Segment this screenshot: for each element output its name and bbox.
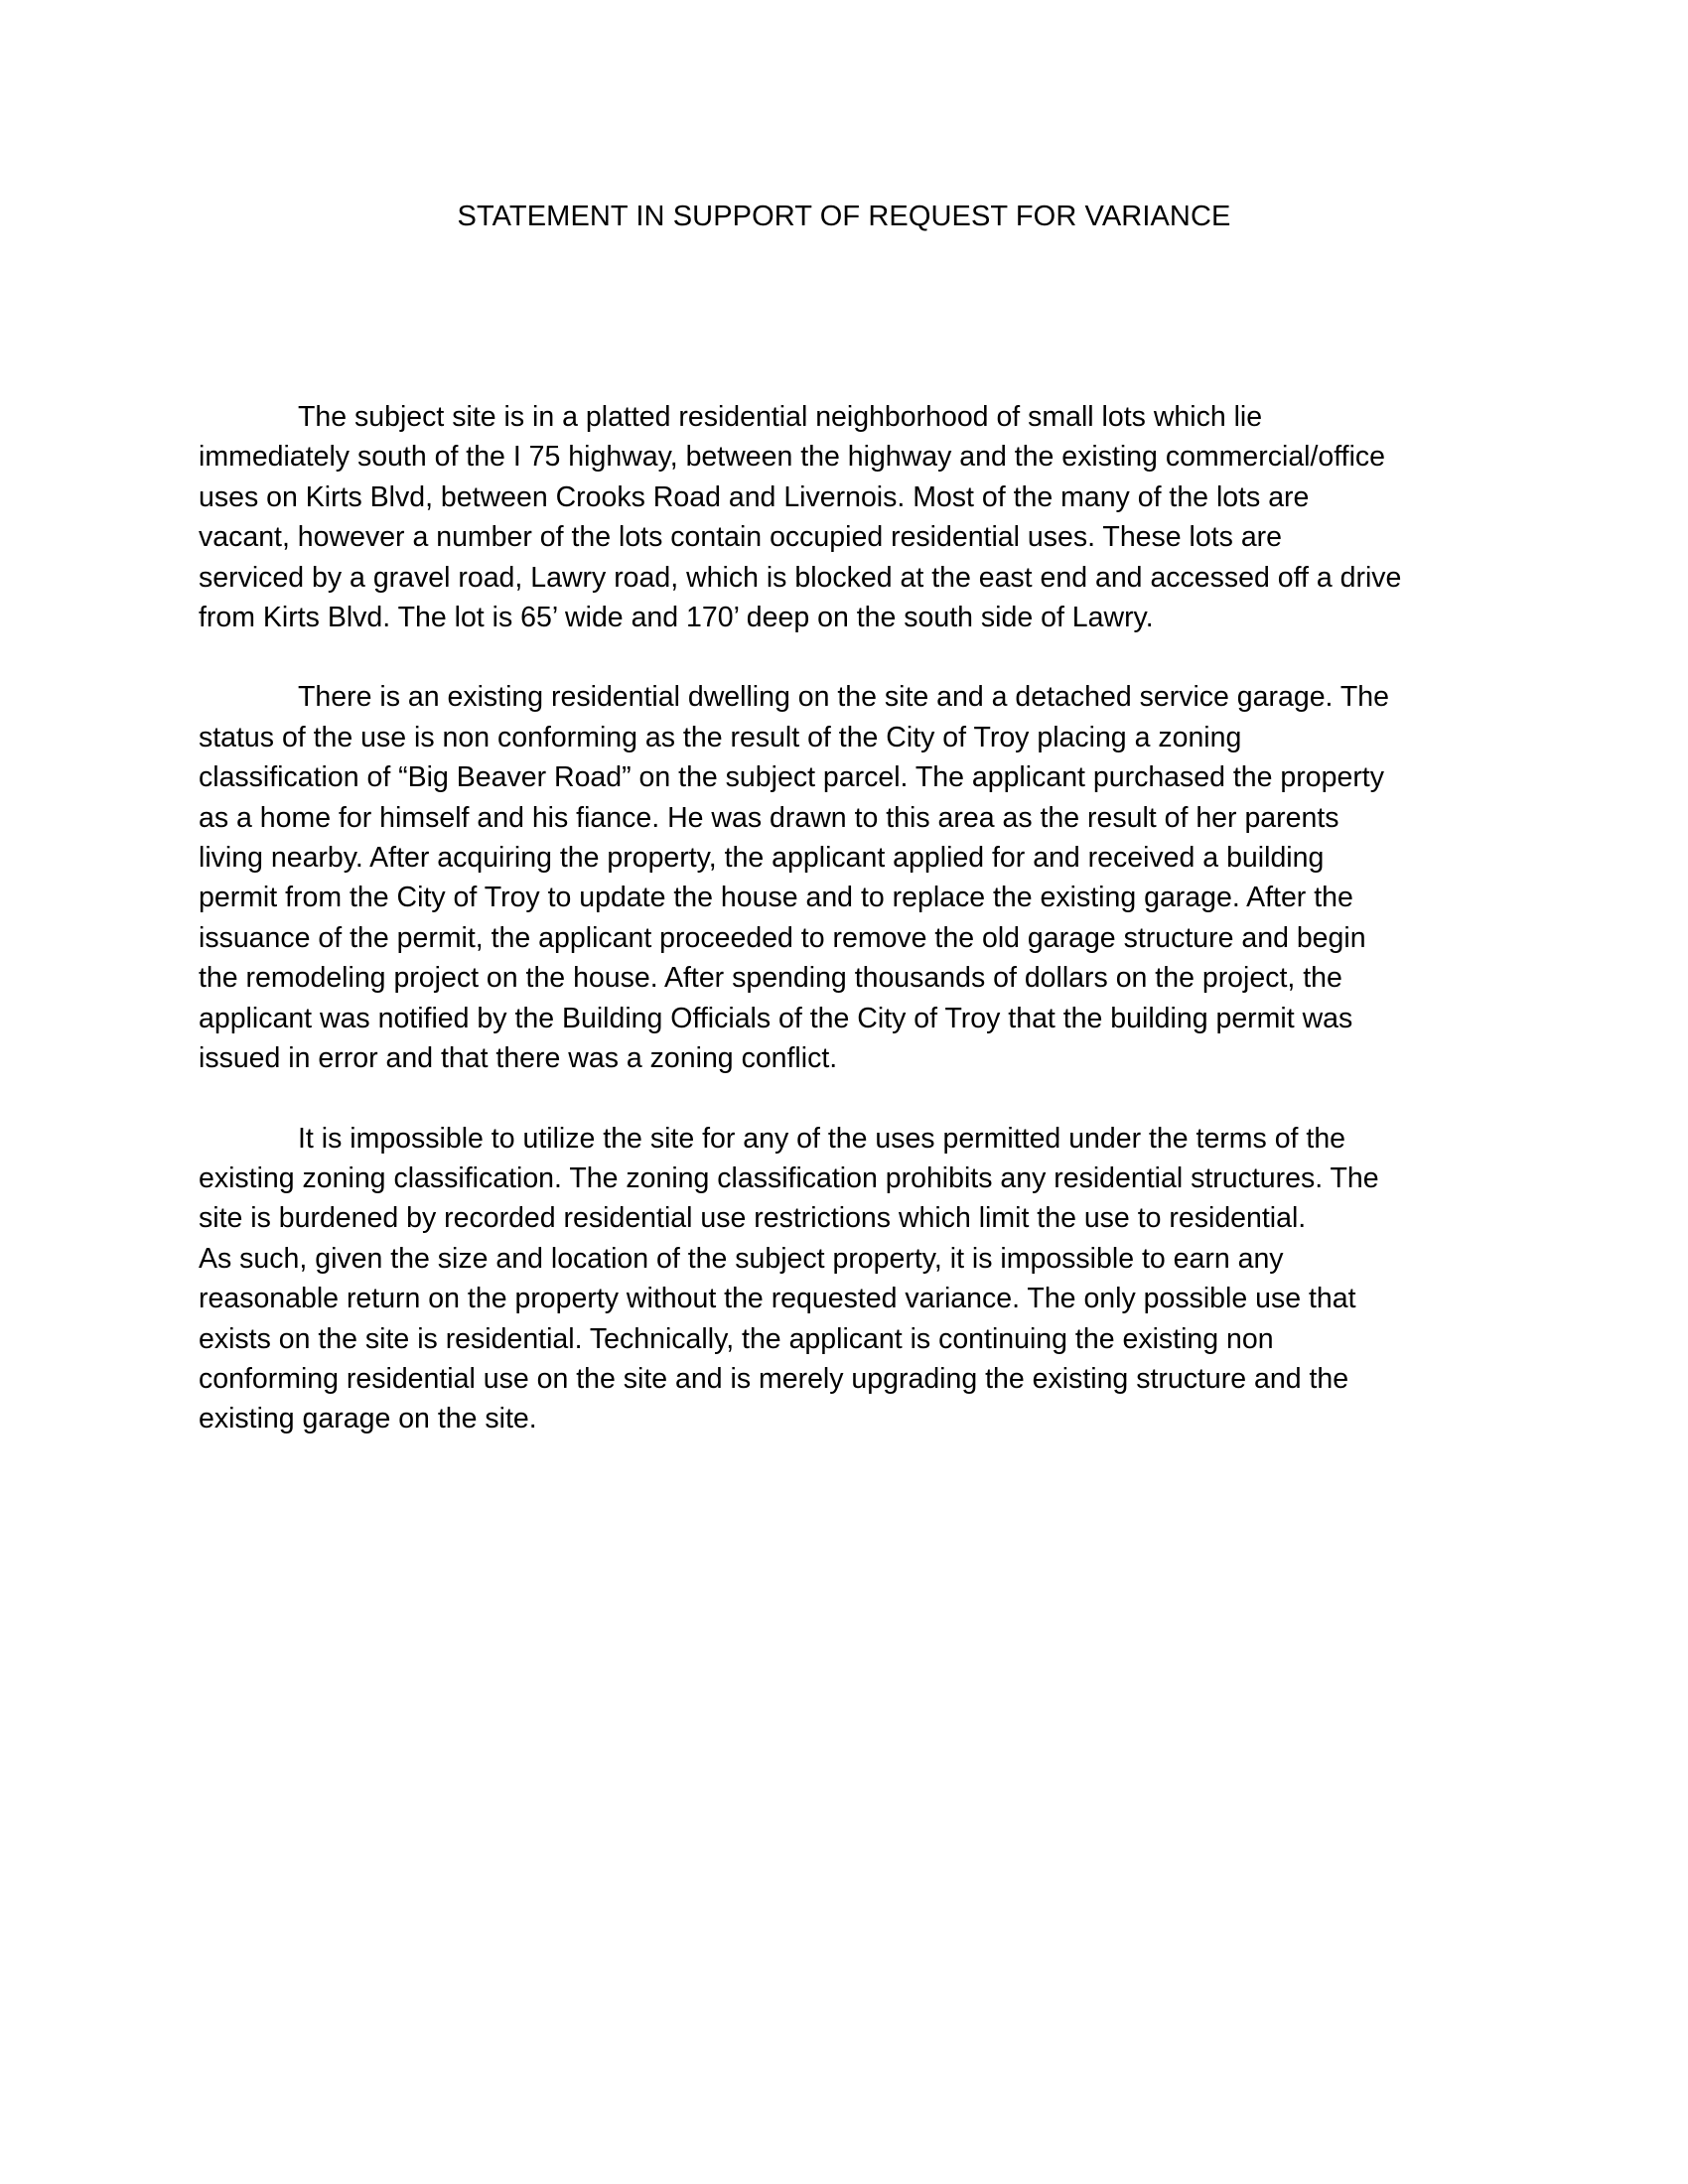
paragraph-line: It is impossible to utilize the site for any of the uses permitted under the terms of the [298, 1122, 1346, 1155]
paragraph-line: immediately south of the I 75 highway, between the highway and the existing commercial/office [199, 441, 1386, 474]
paragraph-line: status of the use is non conforming as the result of the City of Troy placing a zoning [199, 721, 1242, 753]
paragraph-line: The subject site is in a platted residential neighborhood of small lots which lie [298, 401, 1263, 433]
paragraph-line: conforming residential use on the site and is merely upgrading the existing structure and the [199, 1362, 1349, 1395]
paragraph-line: the remodeling project on the house. After spending thousands of dollars on the project, the [199, 962, 1342, 995]
paragraph-line: vacant, however a number of the lots contain occupied residential uses. These lots are [199, 521, 1283, 554]
paragraph-line: site is burdened by recorded residential use restrictions which limit the use to residential. [199, 1202, 1307, 1235]
paragraph-line: issuance of the permit, the applicant proceeded to remove the old garage structure and begin [199, 921, 1366, 954]
paragraph-line: uses on Kirts Blvd, between Crooks Road and Livernois. Most of the many of the lots are [199, 480, 1310, 513]
paragraph-3 [199, 1119, 1489, 1439]
document-body [199, 397, 1489, 1479]
paragraph-line: As such, given the size and location of the subject property, it is impossible to earn any [199, 1242, 1284, 1275]
paragraph-2 [199, 677, 1489, 1078]
paragraph-line: existing zoning classification. The zoning classification prohibits any residential structures. The [199, 1161, 1379, 1194]
paragraph-line: classification of “Big Beaver Road” on the subject parcel. The applicant purchased the property [199, 761, 1384, 794]
paragraph-line: from Kirts Blvd. The lot is 65’ wide and 170’ deep on the south side of Lawry. [199, 602, 1154, 634]
paragraph-line: issued in error and that there was a zoning conflict. [199, 1042, 838, 1075]
paragraph-line: applicant was notified by the Building Officials of the City of Troy that the building permit was [199, 1002, 1353, 1034]
document-title: STATEMENT IN SUPPORT OF REQUEST FOR VARIANCE [457, 201, 1231, 232]
paragraph-line: as a home for himself and his fiance. He was drawn to this area as the result of her parents [199, 801, 1339, 834]
paragraph-line: living nearby. After acquiring the property, the applicant applied for and received a building [199, 842, 1325, 875]
paragraph-line: exists on the site is residential. Technically, the applicant is continuing the existing non [199, 1322, 1274, 1355]
paragraph-line: reasonable return on the property without the requested variance. The only possible use that [199, 1283, 1356, 1315]
paragraph-line: existing garage on the site. [199, 1403, 537, 1435]
paragraph-line: serviced by a gravel road, Lawry road, which is blocked at the east end and accessed off a drive [199, 561, 1402, 594]
paragraph-line: There is an existing residential dwelling on the site and a detached service garage. The [298, 681, 1389, 714]
paragraph-1 [199, 397, 1489, 637]
paragraph-line: permit from the City of Troy to update the house and to replace the existing garage. After the [199, 882, 1353, 914]
